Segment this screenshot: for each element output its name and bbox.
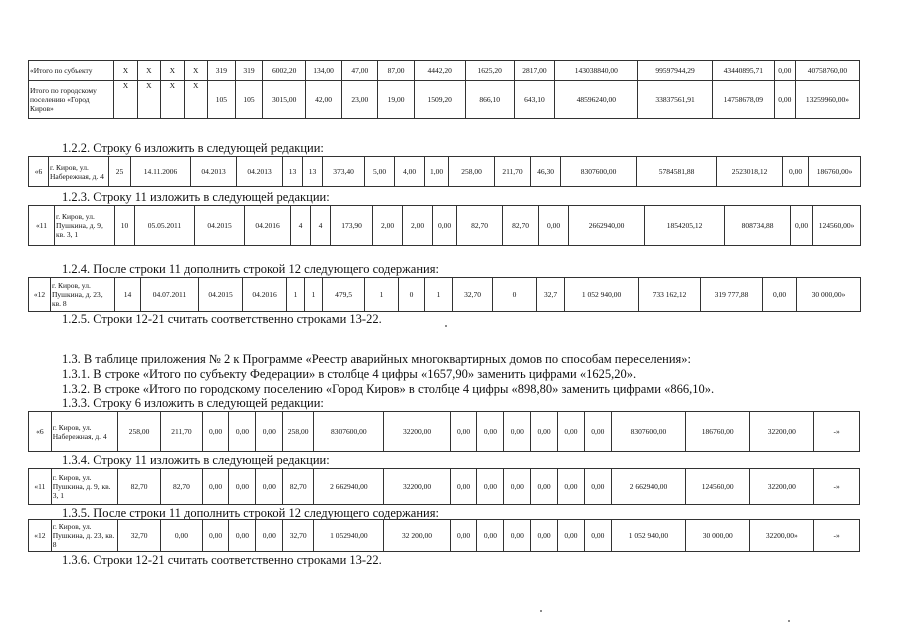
table-row xyxy=(29,520,860,552)
table-cell: 1 xyxy=(305,278,323,312)
table-cell: 32200,00» xyxy=(750,520,814,552)
table-cell: 48596240,00 xyxy=(555,81,638,119)
table-cell: 1625,20 xyxy=(465,61,514,81)
table-cell: 8307600,00 xyxy=(611,412,685,452)
paragraph-1-3-6: 1.3.6. Строки 12-21 считать соответственно строками 13-22. xyxy=(62,553,382,567)
table-cell: г. Киров, ул. Пушкина, д. 9, кв. 3, 1 xyxy=(55,206,115,246)
table-cell: 0,00 xyxy=(531,412,558,452)
row-6-table xyxy=(28,156,861,187)
table-cell: 82,70 xyxy=(117,469,160,505)
table-cell: 82,70 xyxy=(503,206,539,246)
table-cell: «11 xyxy=(29,469,52,505)
table-cell: г. Киров, ул. Набережная, д. 4 xyxy=(49,157,109,187)
row-11-table xyxy=(28,205,861,246)
table-cell: 4 xyxy=(311,206,331,246)
table-cell: 258,00 xyxy=(117,412,160,452)
paragraph-1-3-3: 1.3.3. Строку 6 изложить в следующей редакции: xyxy=(62,396,324,410)
appendix2-row-12-table xyxy=(28,519,860,552)
table-cell: 134,00 xyxy=(305,61,341,81)
table-cell: 32200,00 xyxy=(750,469,814,505)
table-cell: 30 000,00» xyxy=(797,278,861,312)
table-cell: 32,70 xyxy=(453,278,493,312)
table-cell: г. Киров, ул. Пушкина, д. 23, кв. 8 xyxy=(51,278,115,312)
table-cell: 4,00 xyxy=(395,157,425,187)
table-cell: 04.2015 xyxy=(195,206,245,246)
table-cell: 8307600,00 xyxy=(314,412,384,452)
table-cell: 1 052 940,00 xyxy=(611,520,685,552)
table-cell: «12 xyxy=(29,278,51,312)
table-cell: 2,00 xyxy=(373,206,403,246)
table-cell: 0,00 xyxy=(450,469,477,505)
table-cell: 0,00 xyxy=(774,61,795,81)
table-cell: г. Киров, ул. Пушкина, д. 9, кв. 3, 1 xyxy=(51,469,117,505)
table-cell: 6002,20 xyxy=(263,61,306,81)
table-cell: 04.2013 xyxy=(191,157,237,187)
table-row xyxy=(29,412,860,452)
table-cell: X xyxy=(114,81,137,119)
table-cell: 373,40 xyxy=(323,157,365,187)
table-cell: 32200,00 xyxy=(384,469,450,505)
table-row xyxy=(29,278,861,312)
table-cell: X xyxy=(184,61,207,81)
table-cell: 2817,00 xyxy=(514,61,554,81)
table-cell: 0,00 xyxy=(558,412,585,452)
table-cell: 1854205,12 xyxy=(645,206,725,246)
table-cell: 42,00 xyxy=(305,81,341,119)
table-cell: 40758760,00 xyxy=(795,61,859,81)
scan-speck xyxy=(788,620,790,622)
table-cell: X xyxy=(161,61,184,81)
table-cell: 866,10 xyxy=(465,81,514,119)
table-cell: 3015,00 xyxy=(263,81,306,119)
table-cell: 0,00 xyxy=(229,469,256,505)
table-cell: 143038840,00 xyxy=(555,61,638,81)
table-cell: 0,00 xyxy=(202,412,229,452)
table-cell: 124560,00» xyxy=(813,206,861,246)
table-cell: 0,00 xyxy=(256,469,283,505)
table-cell: «11 xyxy=(29,206,55,246)
table-cell: 0,00 xyxy=(477,412,504,452)
table-row xyxy=(29,61,860,81)
table-cell: 2523018,12 xyxy=(717,157,783,187)
table-cell: 1 xyxy=(365,278,399,312)
table-cell: 0,00 xyxy=(477,469,504,505)
table-cell: 19,00 xyxy=(378,81,414,119)
table-cell: 05.05.2011 xyxy=(135,206,195,246)
table-cell: 5,00 xyxy=(365,157,395,187)
table-cell: 99597944,29 xyxy=(638,61,713,81)
paragraph-1-3-5: 1.3.5. После строки 11 дополнить строкой 12 следующего содержания: xyxy=(62,506,439,520)
table-cell: 2 662940,00 xyxy=(611,469,685,505)
table-cell: 13 xyxy=(283,157,303,187)
table-cell: 13 xyxy=(303,157,323,187)
table-cell: 0,00 xyxy=(791,206,813,246)
table-cell: 23,00 xyxy=(342,81,378,119)
table-cell: 14.11.2006 xyxy=(131,157,191,187)
table-cell: 0 xyxy=(493,278,537,312)
table-cell: 0,00 xyxy=(161,520,202,552)
table-cell: г. Киров, ул. Пушкина, д. 23, кв. 8 xyxy=(51,520,117,552)
paragraph-1-3: 1.3. В таблице приложения № 2 к Программе «Реестр аварийных многоквартирных домов по способам переселения»: xyxy=(62,352,692,366)
table-cell: 0,00 xyxy=(558,469,585,505)
table-cell: 0,00 xyxy=(450,520,477,552)
table-cell: 33837561,91 xyxy=(638,81,713,119)
table-cell: 0,00 xyxy=(229,520,256,552)
paragraph-1-3-1: 1.3.1. В строке «Итого по субъекту Федерации» в столбце 4 цифры «1657,90» заменить цифрами «1625,20». xyxy=(62,367,637,381)
table-cell: 0,00 xyxy=(504,469,531,505)
table-cell: 1 052 940,00 xyxy=(565,278,639,312)
table-cell: 319 xyxy=(207,61,235,81)
table-cell: 258,00 xyxy=(449,157,495,187)
table-cell: 808734,88 xyxy=(725,206,791,246)
table-cell: 211,70 xyxy=(495,157,531,187)
table-row xyxy=(29,206,861,246)
table-cell: 2 662940,00 xyxy=(314,469,384,505)
table-cell: 04.2013 xyxy=(237,157,283,187)
table-cell: «6 xyxy=(29,412,52,452)
table-cell: 0,00 xyxy=(558,520,585,552)
table-cell: 186760,00 xyxy=(686,412,750,452)
table-cell: 0,00 xyxy=(531,520,558,552)
table-cell: X xyxy=(114,61,137,81)
table-cell: X xyxy=(184,81,207,119)
table-cell: 0,00 xyxy=(783,157,809,187)
table-cell: 1 xyxy=(425,278,453,312)
table-cell: 0,00 xyxy=(763,278,797,312)
table-cell: 0,00 xyxy=(256,412,283,452)
table-cell: 319 xyxy=(235,61,263,81)
table-cell: «Итого по субъекту xyxy=(29,61,114,81)
table-cell: 5784581,88 xyxy=(637,157,717,187)
table-cell: 04.07.2011 xyxy=(141,278,199,312)
table-cell: 32,70 xyxy=(283,520,314,552)
table-cell: 2,00 xyxy=(403,206,433,246)
table-cell: 105 xyxy=(207,81,235,119)
table-cell: X xyxy=(137,61,160,81)
table-cell: 0,00 xyxy=(256,520,283,552)
scan-speck xyxy=(445,325,447,327)
table-cell: -» xyxy=(814,412,860,452)
table-cell: 0,00 xyxy=(584,469,611,505)
table-cell: 0,00 xyxy=(202,469,229,505)
paragraph-1-2-2: 1.2.2. Строку 6 изложить в следующей редакции: xyxy=(62,141,324,155)
table-cell: 04.2016 xyxy=(243,278,287,312)
table-row xyxy=(29,81,860,119)
table-cell: 1 052940,00 xyxy=(314,520,384,552)
appendix2-row-11-table xyxy=(28,468,860,505)
table-cell: 1,00 xyxy=(425,157,449,187)
table-cell: 8307600,00 xyxy=(561,157,637,187)
paragraph-1-3-2: 1.3.2. В строке «Итого по городскому поселению «Город Киров» в столбце 4 цифры «898,80» заменить цифрами «866,10». xyxy=(62,382,715,396)
table-cell: Итого по городскому поселению «Город Киров» xyxy=(29,81,114,119)
table-cell: 0,00 xyxy=(477,520,504,552)
table-cell: 0,00 xyxy=(450,412,477,452)
table-cell: 124560,00 xyxy=(686,469,750,505)
table-cell: 0,00 xyxy=(531,469,558,505)
table-cell: 82,70 xyxy=(457,206,503,246)
table-cell: 173,90 xyxy=(331,206,373,246)
table-cell: 0,00 xyxy=(229,412,256,452)
table-cell: -» xyxy=(814,469,860,505)
table-cell: 32,70 xyxy=(117,520,160,552)
table-cell: 1509,20 xyxy=(414,81,465,119)
table-cell: 43440895,71 xyxy=(712,61,774,81)
totals-table xyxy=(28,60,860,119)
table-row xyxy=(29,157,861,187)
table-cell: г. Киров, ул. Набережная, д. 4 xyxy=(51,412,117,452)
table-cell: 0,00 xyxy=(202,520,229,552)
table-cell: 04.2015 xyxy=(199,278,243,312)
table-cell: 32,7 xyxy=(537,278,565,312)
table-cell: 25 xyxy=(109,157,131,187)
paragraph-1-2-5: 1.2.5. Строки 12-21 считать соответственно строками 13-22. xyxy=(62,312,382,326)
table-cell: 4442,20 xyxy=(414,61,465,81)
paragraph-1-3-4: 1.3.4. Строку 11 изложить в следующей редакции: xyxy=(62,453,330,467)
table-cell: 733 162,12 xyxy=(639,278,701,312)
table-cell: 04.2016 xyxy=(245,206,291,246)
table-cell: 2662940,00 xyxy=(569,206,645,246)
table-cell: 47,00 xyxy=(342,61,378,81)
table-cell: 4 xyxy=(291,206,311,246)
table-cell: 14758678,09 xyxy=(712,81,774,119)
table-cell: 0,00 xyxy=(539,206,569,246)
table-cell: «12 xyxy=(29,520,52,552)
table-cell: 10 xyxy=(115,206,135,246)
table-cell: 0,00 xyxy=(584,412,611,452)
table-cell: 643,10 xyxy=(514,81,554,119)
table-cell: -» xyxy=(814,520,860,552)
table-row xyxy=(29,469,860,505)
appendix2-row-6-table xyxy=(28,411,860,452)
table-cell: 32200,00 xyxy=(384,412,450,452)
table-cell: 82,70 xyxy=(161,469,202,505)
table-cell: 46,30 xyxy=(531,157,561,187)
table-cell: 0,00 xyxy=(504,412,531,452)
table-cell: 105 xyxy=(235,81,263,119)
table-cell: X xyxy=(137,81,160,119)
scan-speck xyxy=(540,610,542,612)
table-cell: 1 xyxy=(287,278,305,312)
paragraph-1-2-4: 1.2.4. После строки 11 дополнить строкой 12 следующего содержания: xyxy=(62,262,439,276)
table-cell: 211,70 xyxy=(161,412,202,452)
table-cell: 0,00 xyxy=(504,520,531,552)
table-cell: 319 777,88 xyxy=(701,278,763,312)
table-cell: 87,00 xyxy=(378,61,414,81)
table-cell: 258,00 xyxy=(283,412,314,452)
table-cell: 82,70 xyxy=(283,469,314,505)
row-12-table xyxy=(28,277,861,312)
table-cell: 0,00 xyxy=(774,81,795,119)
table-cell: 32200,00 xyxy=(750,412,814,452)
paragraph-1-2-3: 1.2.3. Строку 11 изложить в следующей редакции: xyxy=(62,190,330,204)
table-cell: «6 xyxy=(29,157,49,187)
table-cell: 479,5 xyxy=(323,278,365,312)
table-cell: 30 000,00 xyxy=(686,520,750,552)
table-cell: 14 xyxy=(115,278,141,312)
table-cell: 13259960,00» xyxy=(795,81,859,119)
table-cell: 0,00 xyxy=(433,206,457,246)
table-cell: 0,00 xyxy=(584,520,611,552)
table-cell: 32 200,00 xyxy=(384,520,450,552)
table-cell: 186760,00» xyxy=(809,157,861,187)
table-cell: 0 xyxy=(399,278,425,312)
table-cell: X xyxy=(161,81,184,119)
